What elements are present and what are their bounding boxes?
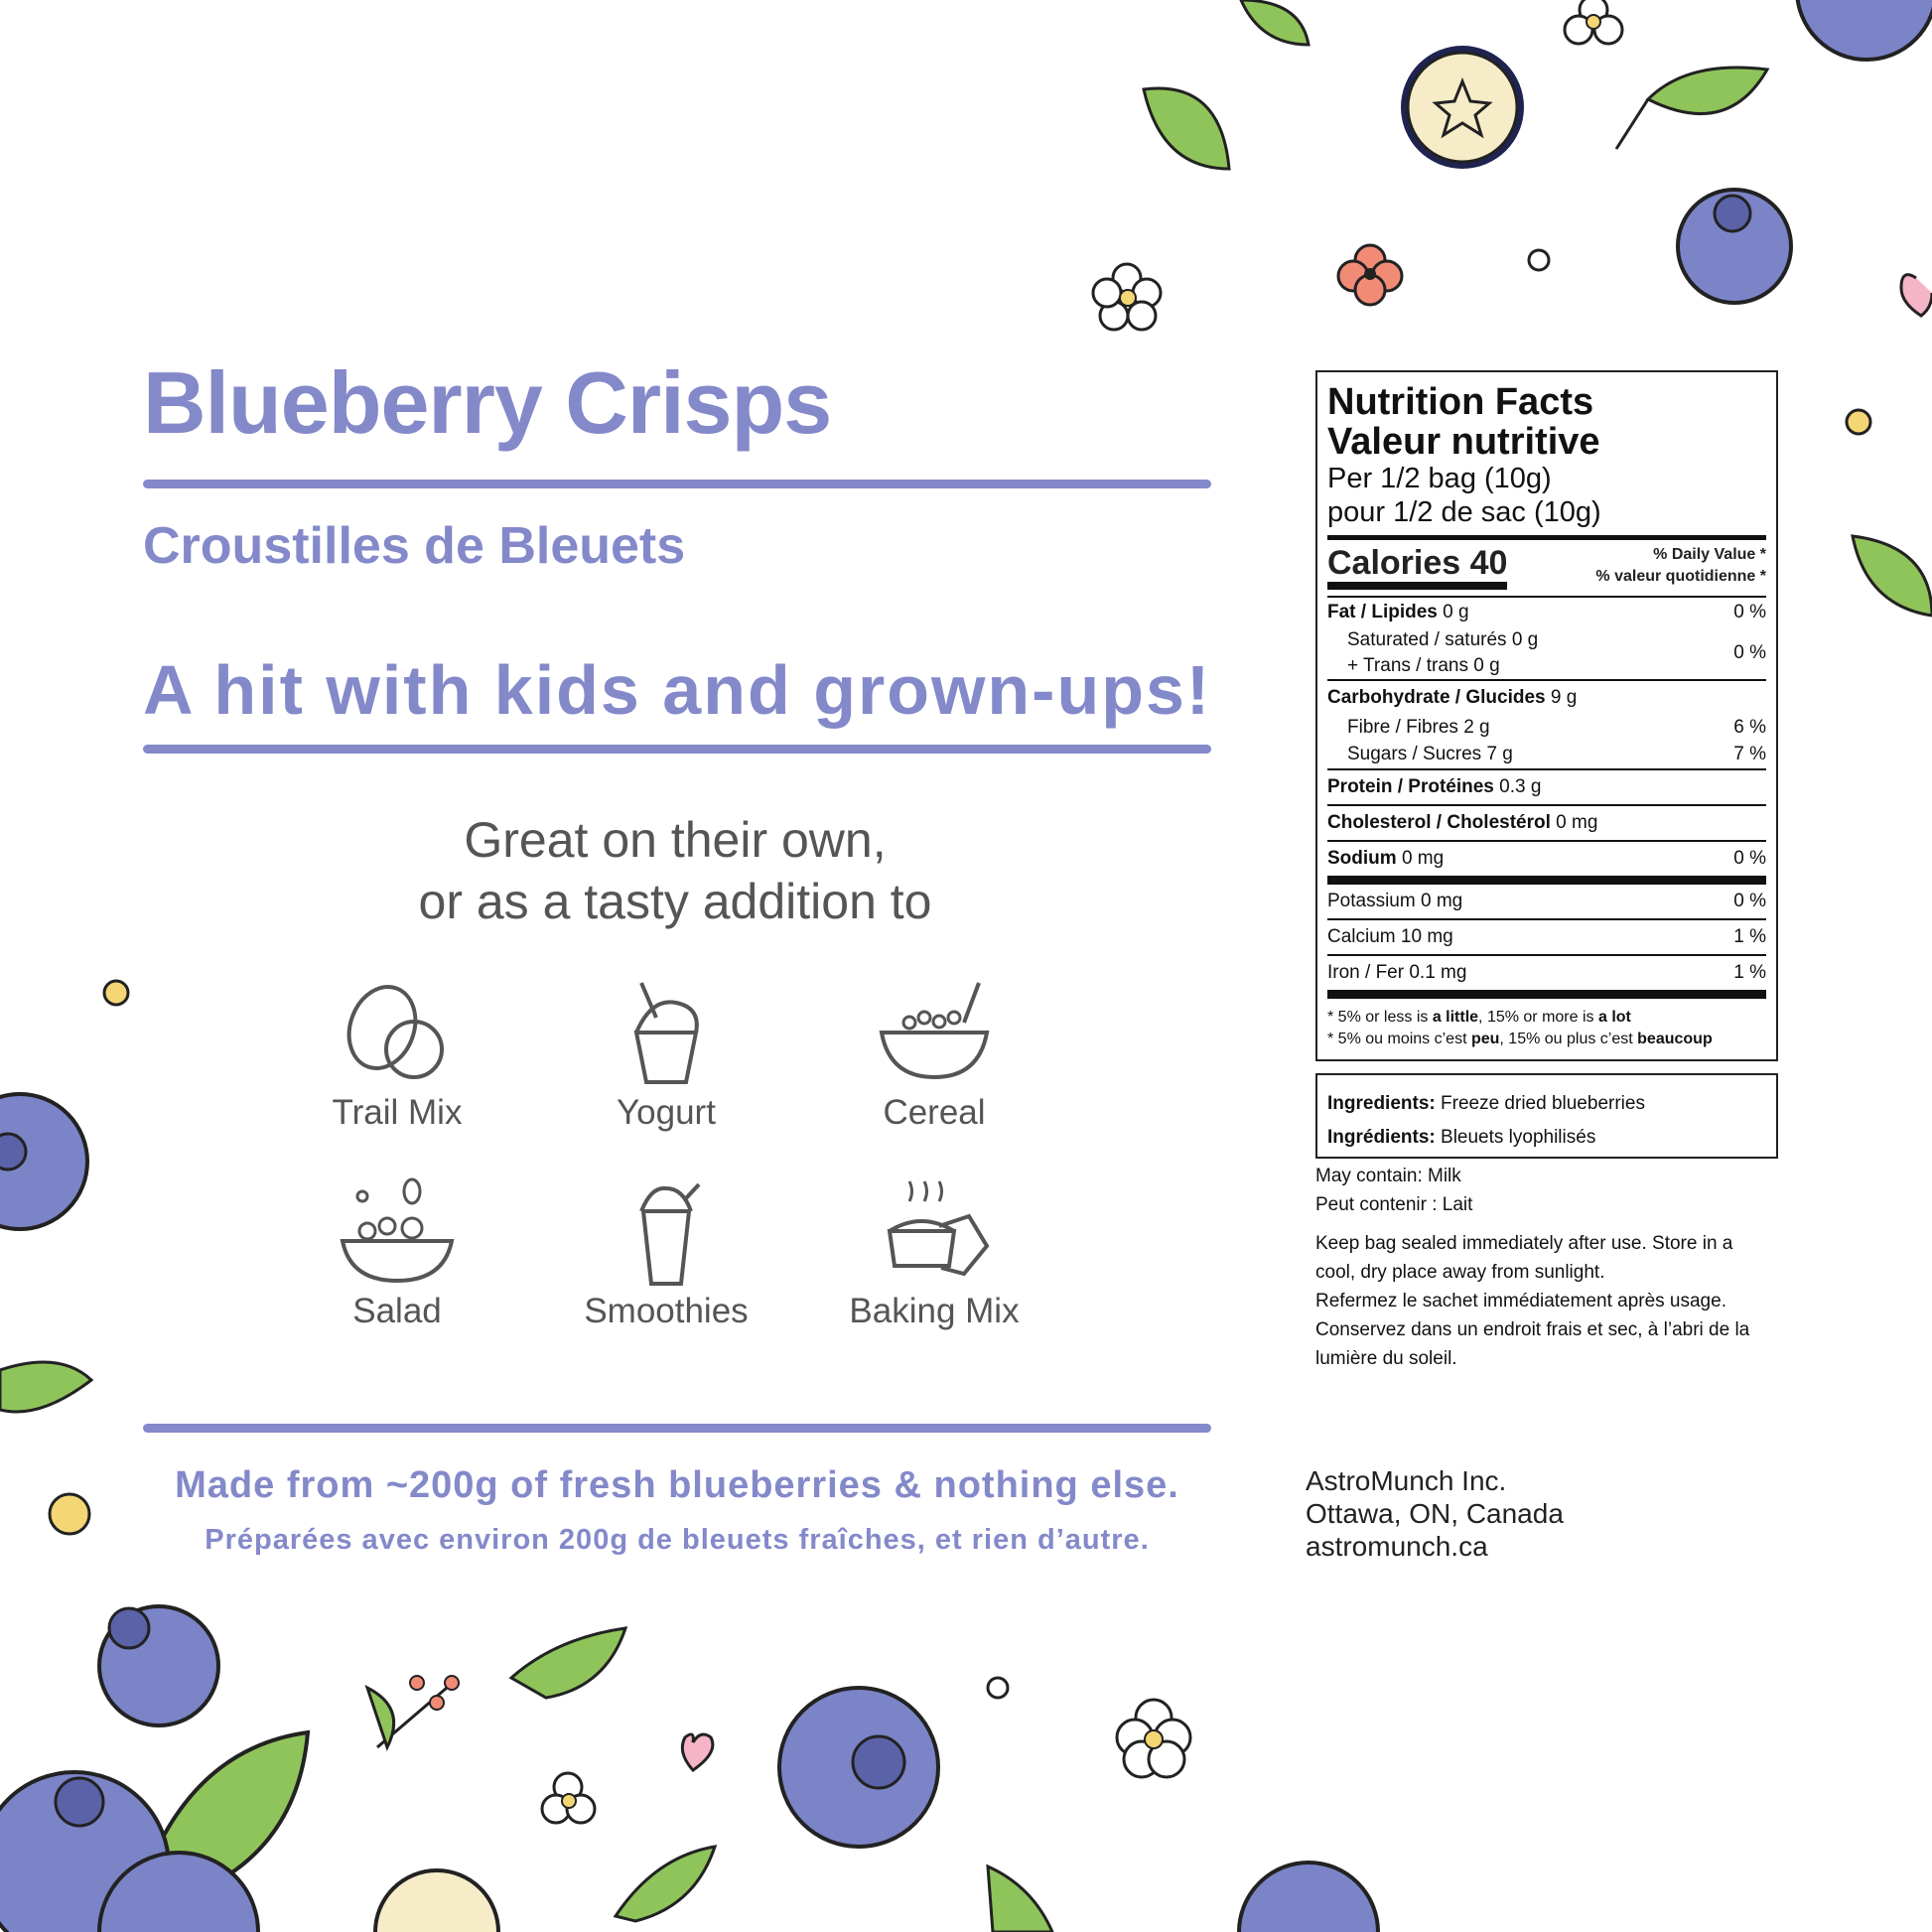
company-location: Ottawa, ON, Canada: [1306, 1498, 1564, 1529]
use-label: Baking Mix: [849, 1292, 1020, 1330]
iron-row: [1327, 956, 1766, 990]
flower-icon: [1338, 245, 1402, 305]
product-subtitle-fr: Croustilles de Bleuets: [143, 517, 686, 575]
blueberry-icon: [1239, 1863, 1378, 1932]
yogurt-icon: [602, 978, 731, 1087]
iron: Iron / Fer 0.1 mg: [1327, 962, 1467, 983]
blueberry-icon: [1797, 0, 1932, 60]
sodium-value: 0 mg: [1401, 848, 1445, 869]
salad-bowl-icon: [333, 1176, 462, 1286]
rule: [1327, 876, 1766, 885]
fibre-row: [1327, 715, 1766, 741]
berries-sprig-icon: [367, 1676, 459, 1747]
storage-line: Keep bag sealed immediately after use. Store in a: [1315, 1233, 1733, 1254]
tagline: A hit with kids and grown-ups!: [143, 651, 1212, 729]
divider: [143, 1424, 1211, 1433]
nutrition-title-fr: Valeur nutritive: [1327, 421, 1600, 463]
trans: + Trans / trans 0 g: [1347, 655, 1500, 676]
swirl-icon: [988, 1678, 1008, 1698]
smoothie-icon: [602, 1176, 731, 1286]
allergen-storage-info: [1315, 1162, 1782, 1373]
footnote-fr: [1327, 1029, 1766, 1050]
heart-icon: [1901, 275, 1932, 316]
calcium: Calcium 10 mg: [1327, 926, 1453, 947]
use-yogurt: [552, 978, 780, 1133]
protein-label: Protein / Protéines: [1327, 776, 1494, 797]
allergen-en: May contain: Milk: [1315, 1166, 1461, 1186]
ingredients-value: Freeze dried blueberries: [1441, 1093, 1645, 1114]
baking-mitt-icon: [870, 1176, 999, 1286]
fat-value: 0 g: [1443, 602, 1469, 622]
use-cereal: [820, 978, 1048, 1133]
divider: [143, 745, 1211, 754]
chol-label: Cholesterol / Cholestérol: [1327, 812, 1551, 833]
blueberry-icon: [0, 1094, 87, 1229]
potassium: Potassium 0 mg: [1327, 891, 1463, 911]
ingredients-label: Ingredients:: [1327, 1093, 1436, 1114]
footnote-text: peu: [1470, 1031, 1500, 1047]
blueberry-icon: [779, 1688, 938, 1847]
banana-slice-icon: [1401, 46, 1524, 169]
star-icon: [1847, 410, 1870, 434]
intro-line: or as a tasty addition to: [418, 874, 932, 929]
leaf-icon: [988, 1866, 1052, 1932]
made-from-fr: Préparées avec environ 200g de bleuets fraîches, et rien d’autre.: [205, 1524, 1150, 1556]
use-label: Smoothies: [584, 1292, 749, 1330]
leaf-icon: [1853, 536, 1932, 616]
footnote-text: * 5% or less is: [1327, 1009, 1433, 1026]
dv-en: % Daily Value *: [1653, 546, 1766, 563]
allergen-fr: Peut contenir : Lait: [1315, 1194, 1473, 1215]
storage-line: cool, dry place away from sunlight.: [1315, 1262, 1605, 1283]
leaf-icon: [1241, 0, 1309, 45]
ingredients-en: [1327, 1087, 1766, 1121]
swirl-icon: [1529, 250, 1549, 270]
use-trail-mix: [283, 978, 511, 1133]
calcium-dv: 1 %: [1733, 926, 1766, 947]
leaf-icon: [1616, 68, 1767, 149]
made-from-en: Made from ~200g of fresh blueberries & nothing else.: [175, 1464, 1179, 1506]
star-icon: [104, 981, 128, 1005]
footnote: [1327, 1007, 1766, 1050]
fat-row: [1327, 598, 1766, 627]
footnote-text: a little: [1432, 1009, 1479, 1026]
company-website[interactable]: astromunch.ca: [1306, 1531, 1488, 1562]
sodium-dv: 0 %: [1733, 848, 1766, 869]
use-baking-mix: [820, 1176, 1048, 1331]
calcium-row: [1327, 920, 1766, 954]
footnote-text: , 15% ou plus c’est: [1499, 1031, 1638, 1047]
chol-value: 0 mg: [1556, 812, 1598, 833]
footnote-en: [1327, 1007, 1766, 1029]
cholesterol-row: [1327, 806, 1766, 840]
ingredients-label: Ingrédients:: [1327, 1127, 1436, 1148]
sugars-row: [1327, 741, 1766, 768]
sat-trans-dv: 0 %: [1733, 642, 1766, 663]
calories-row: [1327, 544, 1766, 590]
serving-size-en: Per 1/2 bag (10g): [1327, 463, 1552, 494]
rule: [1327, 990, 1766, 999]
calories: Calories 40: [1327, 544, 1507, 590]
fat-dv: 0 %: [1733, 602, 1766, 622]
use-label: Cereal: [883, 1093, 986, 1132]
nutrition-facts-panel: [1315, 370, 1778, 1061]
footnote-text: * 5% ou moins c’est: [1327, 1031, 1471, 1047]
leaf-icon: [0, 1362, 91, 1412]
fibre: Fibre / Fibres 2 g: [1347, 717, 1490, 738]
saturated: Saturated / saturés 0 g: [1347, 629, 1539, 650]
ingredients-value: Bleuets lyophilisés: [1441, 1127, 1596, 1148]
use-label: Salad: [352, 1292, 442, 1330]
heart-icon: [682, 1734, 713, 1770]
flower-icon: [1093, 264, 1161, 330]
footnote-text: , 15% or more is: [1478, 1009, 1598, 1026]
storage-line: Conservez dans un endroit frais et sec, à l’abri de la: [1315, 1319, 1750, 1340]
flower-icon: [1565, 0, 1622, 44]
use-smoothies: [552, 1176, 780, 1331]
potassium-dv: 0 %: [1733, 891, 1766, 911]
protein-value: 0.3 g: [1499, 776, 1542, 797]
dv-fr: % valeur quotidienne *: [1595, 568, 1766, 585]
serving-size-fr: pour 1/2 de sac (10g): [1327, 496, 1601, 528]
fat-label: Fat / Lipides: [1327, 602, 1438, 622]
cereal-bowl-icon: [870, 978, 999, 1087]
storage-line: lumière du soleil.: [1315, 1348, 1457, 1369]
footnote-text: beaucoup: [1637, 1031, 1713, 1047]
product-title: Blueberry Crisps: [143, 353, 832, 452]
use-salad: [283, 1176, 511, 1331]
ingredients-fr: [1327, 1121, 1766, 1155]
carb-label: Carbohydrate / Glucides: [1327, 687, 1546, 708]
company-name: AstroMunch Inc.: [1306, 1465, 1507, 1496]
leaf-icon: [511, 1628, 625, 1698]
daily-value-header: [1595, 544, 1766, 588]
banana-slice-icon: [375, 1870, 498, 1932]
fibre-dv: 6 %: [1733, 717, 1766, 738]
divider: [143, 480, 1211, 488]
sodium-label: Sodium: [1327, 848, 1397, 869]
sugars: Sugars / Sucres 7 g: [1347, 744, 1513, 764]
nuts-icon: [333, 978, 462, 1087]
intro-text: [288, 809, 1062, 932]
intro-line: Great on their own,: [464, 812, 887, 868]
use-label: Yogurt: [617, 1093, 716, 1132]
storage-line: Refermez le sachet immédiatement après usage.: [1315, 1291, 1726, 1311]
potassium-row: [1327, 885, 1766, 918]
nutrition-title-en: Nutrition Facts: [1327, 381, 1594, 423]
sat-trans-row: [1327, 627, 1766, 679]
sugars-dv: 7 %: [1733, 744, 1766, 764]
blueberry-icon: [1678, 190, 1791, 303]
blueberry-icon: [99, 1606, 218, 1725]
company-info: [1306, 1464, 1564, 1563]
iron-dv: 1 %: [1733, 962, 1766, 983]
carb-value: 9 g: [1550, 687, 1578, 708]
sodium-row: [1327, 842, 1766, 876]
leaf-icon: [616, 1847, 715, 1921]
star-icon: [50, 1494, 89, 1534]
ingredients-box: [1315, 1073, 1778, 1159]
protein-row: [1327, 770, 1766, 804]
footnote-text: a lot: [1597, 1009, 1631, 1026]
leaf-icon: [1144, 88, 1229, 169]
carb-row: [1327, 681, 1766, 715]
flower-icon: [1117, 1700, 1190, 1777]
use-label: Trail Mix: [332, 1093, 463, 1132]
flower-icon: [542, 1773, 595, 1823]
rule: [1327, 535, 1766, 540]
